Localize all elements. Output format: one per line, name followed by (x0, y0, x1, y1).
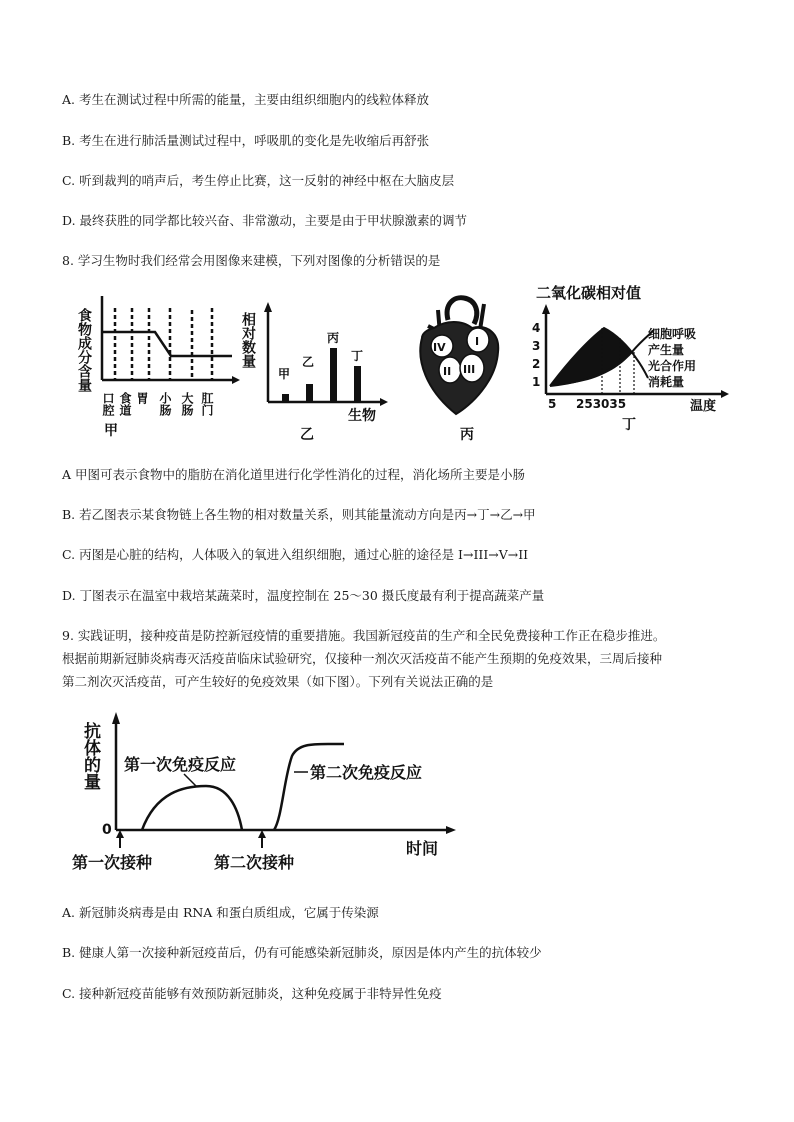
q7-option-a: A. 考生在测试过程中所需的能量，主要由组织细胞内的线粒体释放 (62, 92, 429, 107)
second-response-label: 第二次免疫反应 (310, 763, 423, 782)
q8-option-c: C. 丙图是心脏的结构，人体吸入的氧进入组织细胞，通过心脏的途径是 I→III→V→II (62, 547, 529, 562)
q8-option-b: B. 若乙图表示某食物链上各生物的相对数量关系，则其能量流动方向是丙→丁→乙→甲 (62, 507, 536, 522)
heart-chamber-iii: III (463, 363, 476, 376)
jia-organ-6: 肛门 (200, 392, 214, 416)
ding-ytick-3: 3 (532, 339, 541, 353)
q8-option-d: D. 丁图表示在温室中栽培某蔬菜时，温度控制在 25～30 摄氏度最有利于提高蔬菜产量 (62, 588, 545, 603)
second-dose-label: 第二次接种 (214, 853, 295, 872)
first-dose-label: 第一次接种 (72, 853, 153, 872)
ding-ytick-4: 4 (532, 321, 541, 335)
yi-xlabel: 生物 (348, 408, 376, 424)
ding-legend2-line1: 光合作用 (648, 359, 697, 373)
jia-organ-2: 食道 (118, 392, 132, 416)
q9-option-b: B. 健康人第一次接种新冠疫苗后，仍有可能感染新冠肺炎，原因是体内产生的抗体较少 (62, 945, 542, 960)
ding-legend2-line2: 消耗量 (648, 375, 685, 389)
q9-stem-line3: 第二剂次灭活疫苗，可产生较好的免疫效果（如下图）。下列有关说法正确的是 (62, 674, 494, 689)
jia-caption: 甲 (104, 423, 118, 439)
figure-yi (240, 298, 390, 428)
q7-option-d: D. 最终获胜的同学都比较兴奋、非常激动，主要是由于甲状腺激素的调节 (62, 213, 468, 228)
yi-ylabel: 相对数量 (240, 312, 256, 368)
ding-legend1-line2: 产生量 (648, 343, 685, 357)
antibody-ylabel: 抗体的量 (80, 722, 100, 790)
bing-caption: 丙 (460, 427, 474, 443)
figure-ding (528, 282, 743, 422)
q7-option-c: C. 听到裁判的哨声后，考生停止比赛，这一反射的神经中枢在大脑皮层 (62, 173, 455, 188)
q8-stem: 8. 学习生物时我们经常会用图像来建模，下列对图像的分析错误的是 (62, 253, 441, 268)
ding-ytick-1: 1 (532, 375, 541, 389)
yi-bar-label-2: 乙 (302, 355, 315, 369)
yi-bar-label-4: 丁 (351, 349, 364, 363)
ding-xtick-253035: 253035 (576, 397, 627, 411)
q9-option-a: A. 新冠肺炎病毒是由 RNA 和蛋白质组成，它属于传染源 (62, 905, 379, 920)
yi-bar-label-3: 丙 (327, 331, 340, 345)
ding-caption: 丁 (622, 417, 636, 433)
jia-organ-1: 口腔 (101, 392, 115, 416)
ding-legend1-line1: 细胞呼吸 (648, 327, 697, 341)
q7-option-b: B. 考生在进行肺活量测试过程中，呼吸肌的变化是先收缩后再舒张 (62, 133, 430, 148)
heart-chamber-iv: IV (433, 341, 446, 354)
ding-xtick-5: 5 (548, 397, 557, 411)
ding-xlabel: 温度 (690, 399, 717, 414)
yi-bar-label-1: 甲 (278, 367, 291, 381)
yi-caption: 乙 (300, 427, 314, 443)
jia-ylabel: 食物成分含量 (76, 308, 92, 392)
antibody-zero: 0 (102, 822, 112, 838)
q9-stem-line1: 9. 实践证明，接种疫苗是防控新冠疫情的重要措施。我国新冠疫苗的生产和全民免费接种工作正在稳步推进。 (62, 628, 666, 643)
figure-bing-heart (410, 290, 510, 420)
jia-organ-4: 小肠 (158, 392, 172, 416)
q9-option-c: C. 接种新冠疫苗能够有效预防新冠肺炎，这种免疫属于非特异性免疫 (62, 986, 442, 1001)
ding-ytick-2: 2 (532, 357, 541, 371)
q8-option-a: A 甲图可表示食物中的脂肪在消化道里进行化学性消化的过程，消化场所主要是小肠 (62, 467, 526, 482)
jia-organ-3: 胃 (135, 392, 149, 404)
figure-antibody (66, 708, 466, 883)
jia-organ-5: 大肠 (180, 392, 194, 416)
ding-title: 二氧化碳相对值 (536, 284, 642, 302)
antibody-xlabel: 时间 (406, 839, 439, 858)
heart-chamber-i: I (475, 335, 480, 348)
q9-stem-line2: 根据前期新冠肺炎病毒灭活疫苗临床试验研究，仅接种一剂次灭活疫苗不能产生预期的免疫效果，三周后接种 (62, 651, 663, 666)
heart-chamber-ii: II (443, 365, 452, 378)
figure-jia (70, 288, 240, 438)
first-response-label: 第一次免疫反应 (124, 755, 237, 774)
